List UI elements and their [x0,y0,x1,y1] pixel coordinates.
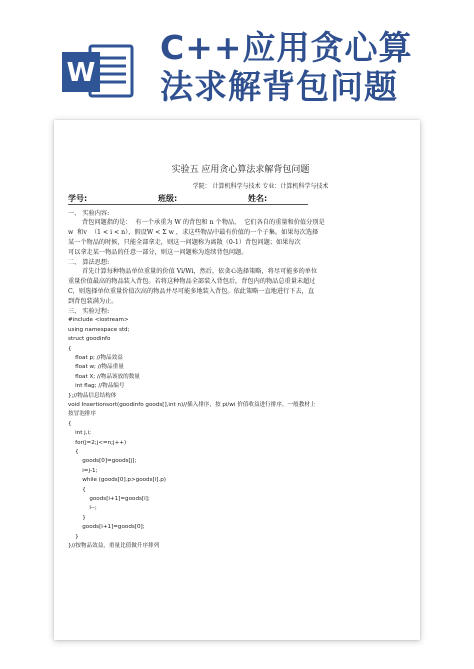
code-line: }//按物品效益，重量比值做升序排列 [68,543,160,550]
code-line: goods[i+1]=goods[0]; [68,524,145,531]
code-line: #include <iostream> [68,317,129,324]
code-line: i=j-1; [68,467,98,474]
student-id-label: 学号: [68,193,88,203]
word-document-icon [60,40,134,102]
code-line: { [68,420,72,427]
student-info-line [68,194,308,205]
code-line: using namespace std; [68,326,130,333]
banner [0,0,474,118]
code-line: struct goodinfo [68,336,111,343]
paragraph-line: 首先计算每种物品单位重量的价值 Vi/Wi，然后，依贪心选择策略，将尽可能多的单位 [82,268,318,276]
class-label: 班级: [158,193,178,203]
section-heading: 三、 实验过程: [68,307,110,315]
code-line: { [68,345,72,352]
code-line: for(j=2;j<=n;j++) [68,439,127,446]
word-icon-letter: W [66,58,96,88]
code-line: } [68,514,86,521]
code-line: float p; //物品效益 [68,354,123,361]
banner-title [160,28,460,106]
name-label: 姓名: [248,193,268,203]
paragraph-line: 重量价值最高的物品装入背包。若将这种物品全部装入背包后，背包内的物品总重量未超过 [68,278,316,286]
code-line: float w; //物品重量 [68,364,124,371]
code-line: while (goods[0].p>goods[i].p) [68,477,166,484]
section-heading: 一、 实验内容: [68,209,110,217]
paragraph-line: 背包问题指的是： 有一个承重为 W 的背包和 n 个物品， 它们各自的重量和价值分别是 [82,219,325,227]
section-heading: 二、 算法思想: [68,258,110,266]
banner-title-line1: C++应用贪心算 [160,28,413,67]
code-line: } [68,533,79,540]
paragraph-line: 可以拿走某一物品的任意一部分，则这一问题称为连续背包问题。 [68,248,248,256]
college-major-line: 学院： 计算机科学与技术 专业：计算机科学与技术 [192,183,329,190]
code-line: { [68,449,79,456]
code-line: i--; [68,505,97,512]
banner-title-line2: 法求解背包问题 [160,67,398,106]
code-line: goods[0]=goods[j]; [68,458,137,465]
code-line: goods[i+1]=goods[i]; [68,496,150,503]
code-line: int flag; //物品编号 [68,383,125,390]
code-line: void Insertionsort(goodinfo goods[],int n)//插入排序，按 pi/wi 价值收益进行排序，一般教材上 [68,402,316,409]
document-title: 实验五 应用贪心算法求解背包问题 [171,165,310,175]
document-content [68,132,413,552]
paragraph-line: C，则选择单位重量价值次高的物品并尽可能多地装入背包。依此策略一直地进行下去，直 [68,287,315,295]
paragraph-line: w 和v （1 < i < n），假设W < Σ w ，求这些物品中最有价值的一个子集。如果每次选择 [68,229,319,237]
code-line: { [68,486,86,493]
paragraph-line: 某一个物品的时候，只能全部拿走，则这一问题称为离散（0-1）背包问题；如果每次 [68,238,301,246]
code-block [68,316,413,551]
code-line: float X; //物品该放的数量 [68,373,140,380]
code-line: 按冒泡排序 [68,411,96,418]
code-line: };//物品信息结构体 [68,392,117,399]
code-line: int j,i; [68,430,91,437]
paragraph-line: 到背包装满为止。 [68,297,118,305]
